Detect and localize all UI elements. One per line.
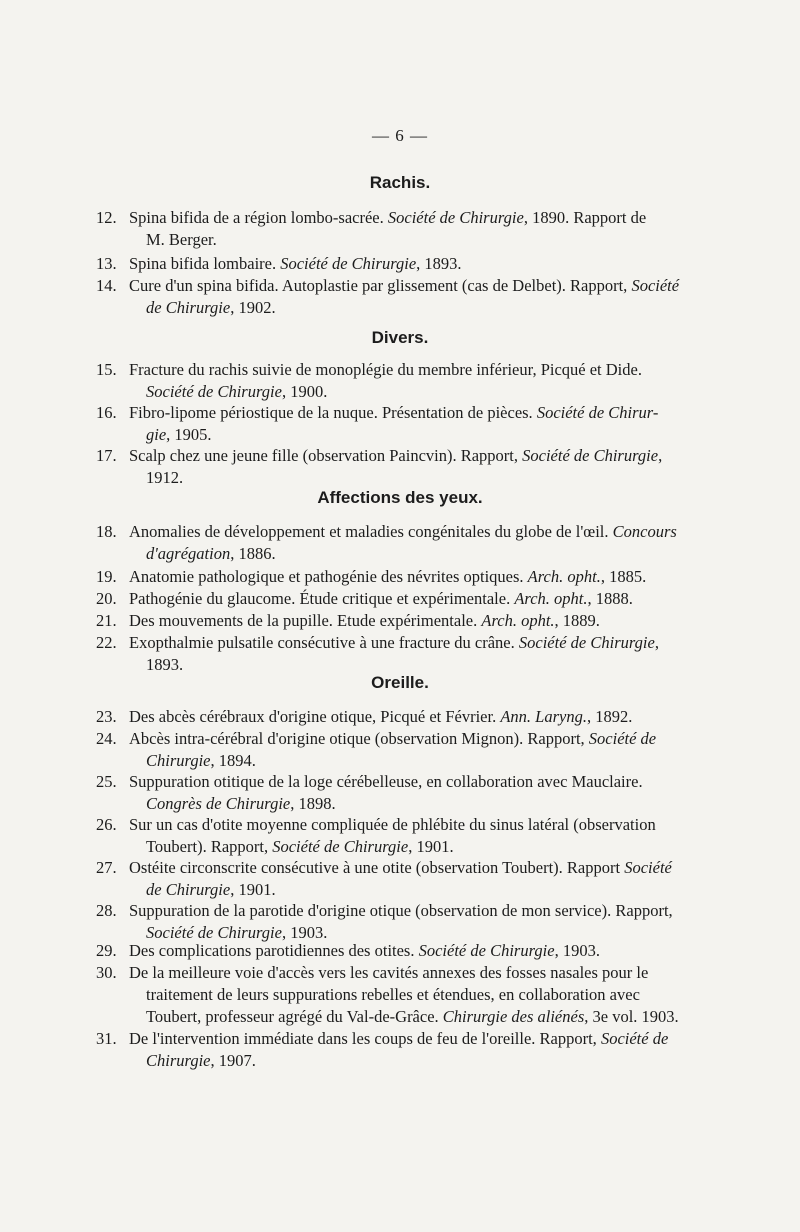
entry-text: , bbox=[654, 633, 659, 652]
entry-line bbox=[96, 836, 696, 858]
entry-number: 12. bbox=[96, 208, 117, 227]
entry-line bbox=[96, 566, 696, 588]
entry-text: , 1886. bbox=[230, 544, 276, 563]
journal-title: Société de Chirurgie bbox=[518, 633, 655, 652]
entry-line bbox=[96, 900, 696, 922]
section-title: Affections des yeux. bbox=[317, 488, 483, 507]
bibliography-entry bbox=[96, 402, 696, 446]
bibliography-entry bbox=[96, 632, 696, 676]
bibliography-entry bbox=[96, 1028, 696, 1072]
entry-text: , 1900. bbox=[281, 382, 328, 401]
entry-text: 1893. bbox=[146, 655, 184, 674]
entry-text: Pathogénie du glaucome. Étude critique et expérimentale. bbox=[129, 589, 515, 608]
entry-line bbox=[96, 1006, 696, 1028]
journal-title: Société de Chirurgie bbox=[387, 208, 524, 227]
entry-text: , 1890. Rapport de bbox=[523, 208, 647, 227]
entry-text: M. Berger. bbox=[146, 230, 217, 249]
entry-text: De l'intervention immédiate dans les coups de feu de l'oreille. Rapport, bbox=[129, 1029, 601, 1048]
journal-title: Société bbox=[631, 276, 680, 295]
entry-number: 21. bbox=[96, 611, 117, 630]
entry-line bbox=[96, 424, 696, 446]
journal-title: de Chirurgie bbox=[146, 880, 231, 899]
entry-text: Ostéite circonscrite consécutive à une otite (observation Toubert). Rapport bbox=[129, 858, 625, 877]
entry-text: , 1894. bbox=[210, 751, 256, 770]
entry-line bbox=[96, 750, 696, 772]
journal-title: Société de bbox=[600, 1029, 669, 1048]
journal-title: Arch. opht. bbox=[481, 611, 555, 630]
bibliography-entry bbox=[96, 857, 696, 901]
entry-line bbox=[96, 402, 696, 424]
entry-text: Scalp chez une jeune fille (observation Paincvin). Rapport, bbox=[129, 446, 523, 465]
entry-number: 30. bbox=[96, 963, 117, 982]
journal-title: Congrès de Chirurgie bbox=[146, 794, 291, 813]
entry-number: 14. bbox=[96, 276, 117, 295]
entry-text: , 1901. bbox=[408, 837, 454, 856]
journal-title: Ann. Laryng. bbox=[500, 707, 587, 726]
entry-text: , 3e vol. 1903. bbox=[584, 1007, 679, 1026]
entry-line bbox=[96, 1050, 696, 1072]
entry-line bbox=[96, 275, 696, 297]
bibliography-entry bbox=[96, 814, 696, 858]
entry-text: , 1907. bbox=[210, 1051, 256, 1070]
entry-text: Exopthalmie pulsatile consécutive à une fracture du crâne. bbox=[129, 633, 519, 652]
section-title: Oreille. bbox=[371, 673, 429, 692]
entry-number: 28. bbox=[96, 901, 117, 920]
entry-text: Suppuration otitique de la loge cérébelleuse, en collaboration avec Mauclaire. bbox=[129, 772, 643, 791]
entry-number: 24. bbox=[96, 729, 117, 748]
entry-text: traitement de leurs suppurations rebelles et étendues, en collaboration avec bbox=[146, 985, 640, 1004]
entry-text: , 1902. bbox=[230, 298, 276, 317]
bibliography-entry bbox=[96, 940, 696, 962]
entry-text: Toubert). Rapport, bbox=[146, 837, 273, 856]
journal-title: Arch. opht. bbox=[514, 589, 588, 608]
entry-text: , bbox=[658, 446, 663, 465]
bibliography-entry bbox=[96, 588, 696, 610]
journal-title: Société de bbox=[588, 729, 657, 748]
journal-title: Arch. opht. bbox=[527, 567, 601, 586]
page-number: — 6 — bbox=[372, 126, 428, 145]
entry-text: Sur un cas d'otite moyenne compliquée de phlébite du sinus latéral (observation bbox=[129, 815, 656, 834]
entry-text: 1912. bbox=[146, 468, 184, 487]
journal-title: Société de Chirurgie bbox=[272, 837, 409, 856]
journal-title: Société de Chirurgie bbox=[418, 941, 555, 960]
entry-line bbox=[96, 207, 696, 229]
entry-text: Spina bifida de a région lombo-sacrée. bbox=[129, 208, 388, 227]
entry-line bbox=[96, 857, 696, 879]
entry-line bbox=[96, 962, 696, 984]
bibliography-entry bbox=[96, 521, 696, 565]
entry-text: Suppuration de la parotide d'origine otique (observation de mon service). Rapport, bbox=[129, 901, 673, 920]
section-title: Rachis. bbox=[369, 173, 431, 192]
section-title: Divers. bbox=[371, 328, 429, 347]
bibliography-entry bbox=[96, 771, 696, 815]
entry-number: 23. bbox=[96, 707, 117, 726]
entry-number: 15. bbox=[96, 360, 117, 379]
journal-title: Société de Chirurgie bbox=[280, 254, 417, 273]
entry-text: Anatomie pathologique et pathogénie des névrites optiques. bbox=[129, 567, 528, 586]
entry-number: 13. bbox=[96, 254, 117, 273]
entry-line bbox=[96, 543, 696, 565]
entry-line bbox=[96, 588, 696, 610]
entry-text: , 1889. bbox=[554, 611, 600, 630]
journal-title: Société de Chirurgie bbox=[146, 382, 282, 401]
entry-number: 19. bbox=[96, 567, 117, 586]
bibliography-entry bbox=[96, 359, 696, 403]
journal-title: Société de Chirur- bbox=[536, 403, 659, 422]
journal-title: Chirurgie des aliénés bbox=[442, 1007, 585, 1026]
entry-line bbox=[96, 632, 696, 654]
entry-number: 31. bbox=[96, 1029, 117, 1048]
journal-title: Chirurgie bbox=[146, 751, 211, 770]
entry-line bbox=[96, 445, 696, 467]
entry-line bbox=[96, 706, 696, 728]
journal-title: de Chirurgie bbox=[146, 298, 231, 317]
bibliography-entry bbox=[96, 253, 696, 275]
bibliography-entry bbox=[96, 445, 696, 489]
entry-line bbox=[96, 771, 696, 793]
entry-number: 18. bbox=[96, 522, 117, 541]
entry-text: Anomalies de développement et maladies congénitales du globe de l'œil. bbox=[129, 522, 613, 541]
bibliography-entry bbox=[96, 566, 696, 588]
entry-line bbox=[96, 814, 696, 836]
entry-text: , 1903. bbox=[554, 941, 600, 960]
entry-text: Cure d'un spina bifida. Autoplastie par glissement (cas de Delbet). Rapport, bbox=[129, 276, 632, 295]
entry-text: , 1901. bbox=[230, 880, 276, 899]
entry-number: 16. bbox=[96, 403, 117, 422]
entry-line bbox=[96, 381, 696, 403]
journal-title: Société de Chirurgie bbox=[522, 446, 659, 465]
entry-line bbox=[96, 984, 696, 1006]
entry-line bbox=[96, 229, 696, 251]
entry-text: Des complications parotidiennes des otites. bbox=[129, 941, 419, 960]
entry-number: 22. bbox=[96, 633, 117, 652]
entry-number: 17. bbox=[96, 446, 117, 465]
bibliography-entry bbox=[96, 728, 696, 772]
entry-text: , 1903. bbox=[281, 923, 328, 942]
entry-number: 25. bbox=[96, 772, 117, 791]
entry-line bbox=[96, 793, 696, 815]
entry-number: 27. bbox=[96, 858, 117, 877]
entry-text: De la meilleure voie d'accès vers les cavités annexes des fosses nasales pour le bbox=[129, 963, 649, 982]
bibliography-entry bbox=[96, 275, 696, 319]
entry-line bbox=[96, 253, 696, 275]
entry-text: Fracture du rachis suivie de monoplégie du membre inférieur, Picqué et Dide. bbox=[129, 360, 642, 379]
entry-text: Spina bifida lombaire. bbox=[129, 254, 281, 273]
bibliography-entry bbox=[96, 962, 696, 1028]
entry-text: Fibro-lipome périostique de la nuque. Présentation de pièces. bbox=[129, 403, 537, 422]
entry-line bbox=[96, 297, 696, 319]
entry-text: , 1893. bbox=[416, 254, 462, 273]
entry-line bbox=[96, 521, 696, 543]
journal-title: Chirurgie bbox=[146, 1051, 211, 1070]
entry-line bbox=[96, 610, 696, 632]
journal-title: Concours bbox=[612, 522, 677, 541]
entry-line bbox=[96, 879, 696, 901]
entry-text: Des abcès cérébraux d'origine otique, Picqué et Février. bbox=[129, 707, 501, 726]
journal-title: Société bbox=[624, 858, 672, 877]
entry-text: , 1898. bbox=[290, 794, 336, 813]
entry-line bbox=[96, 467, 696, 489]
entry-text: Toubert, professeur agrégé du Val-de-Grâce. bbox=[146, 1007, 443, 1026]
entry-line bbox=[96, 1028, 696, 1050]
journal-title: Société de Chirurgie bbox=[146, 923, 282, 942]
journal-title: d'agrégation bbox=[146, 544, 231, 563]
bibliography-entry bbox=[96, 706, 696, 728]
entry-text: Des mouvements de la pupille. Etude expérimentale. bbox=[129, 611, 482, 630]
entry-text: , 1885. bbox=[600, 567, 647, 586]
entry-number: 20. bbox=[96, 589, 117, 608]
entry-line bbox=[96, 940, 696, 962]
bibliography-entry bbox=[96, 610, 696, 632]
entry-number: 26. bbox=[96, 815, 117, 834]
entry-number: 29. bbox=[96, 941, 117, 960]
entry-text: , 1888. bbox=[587, 589, 633, 608]
entry-text: , 1892. bbox=[586, 707, 633, 726]
bibliography-entry bbox=[96, 900, 696, 944]
entry-text: , 1905. bbox=[166, 425, 212, 444]
entry-line bbox=[96, 359, 696, 381]
entry-line bbox=[96, 728, 696, 750]
entry-text: Abcès intra-cérébral d'origine otique (observation Mignon). Rapport, bbox=[129, 729, 589, 748]
journal-title: gie bbox=[146, 425, 167, 444]
bibliography-entry bbox=[96, 207, 696, 251]
